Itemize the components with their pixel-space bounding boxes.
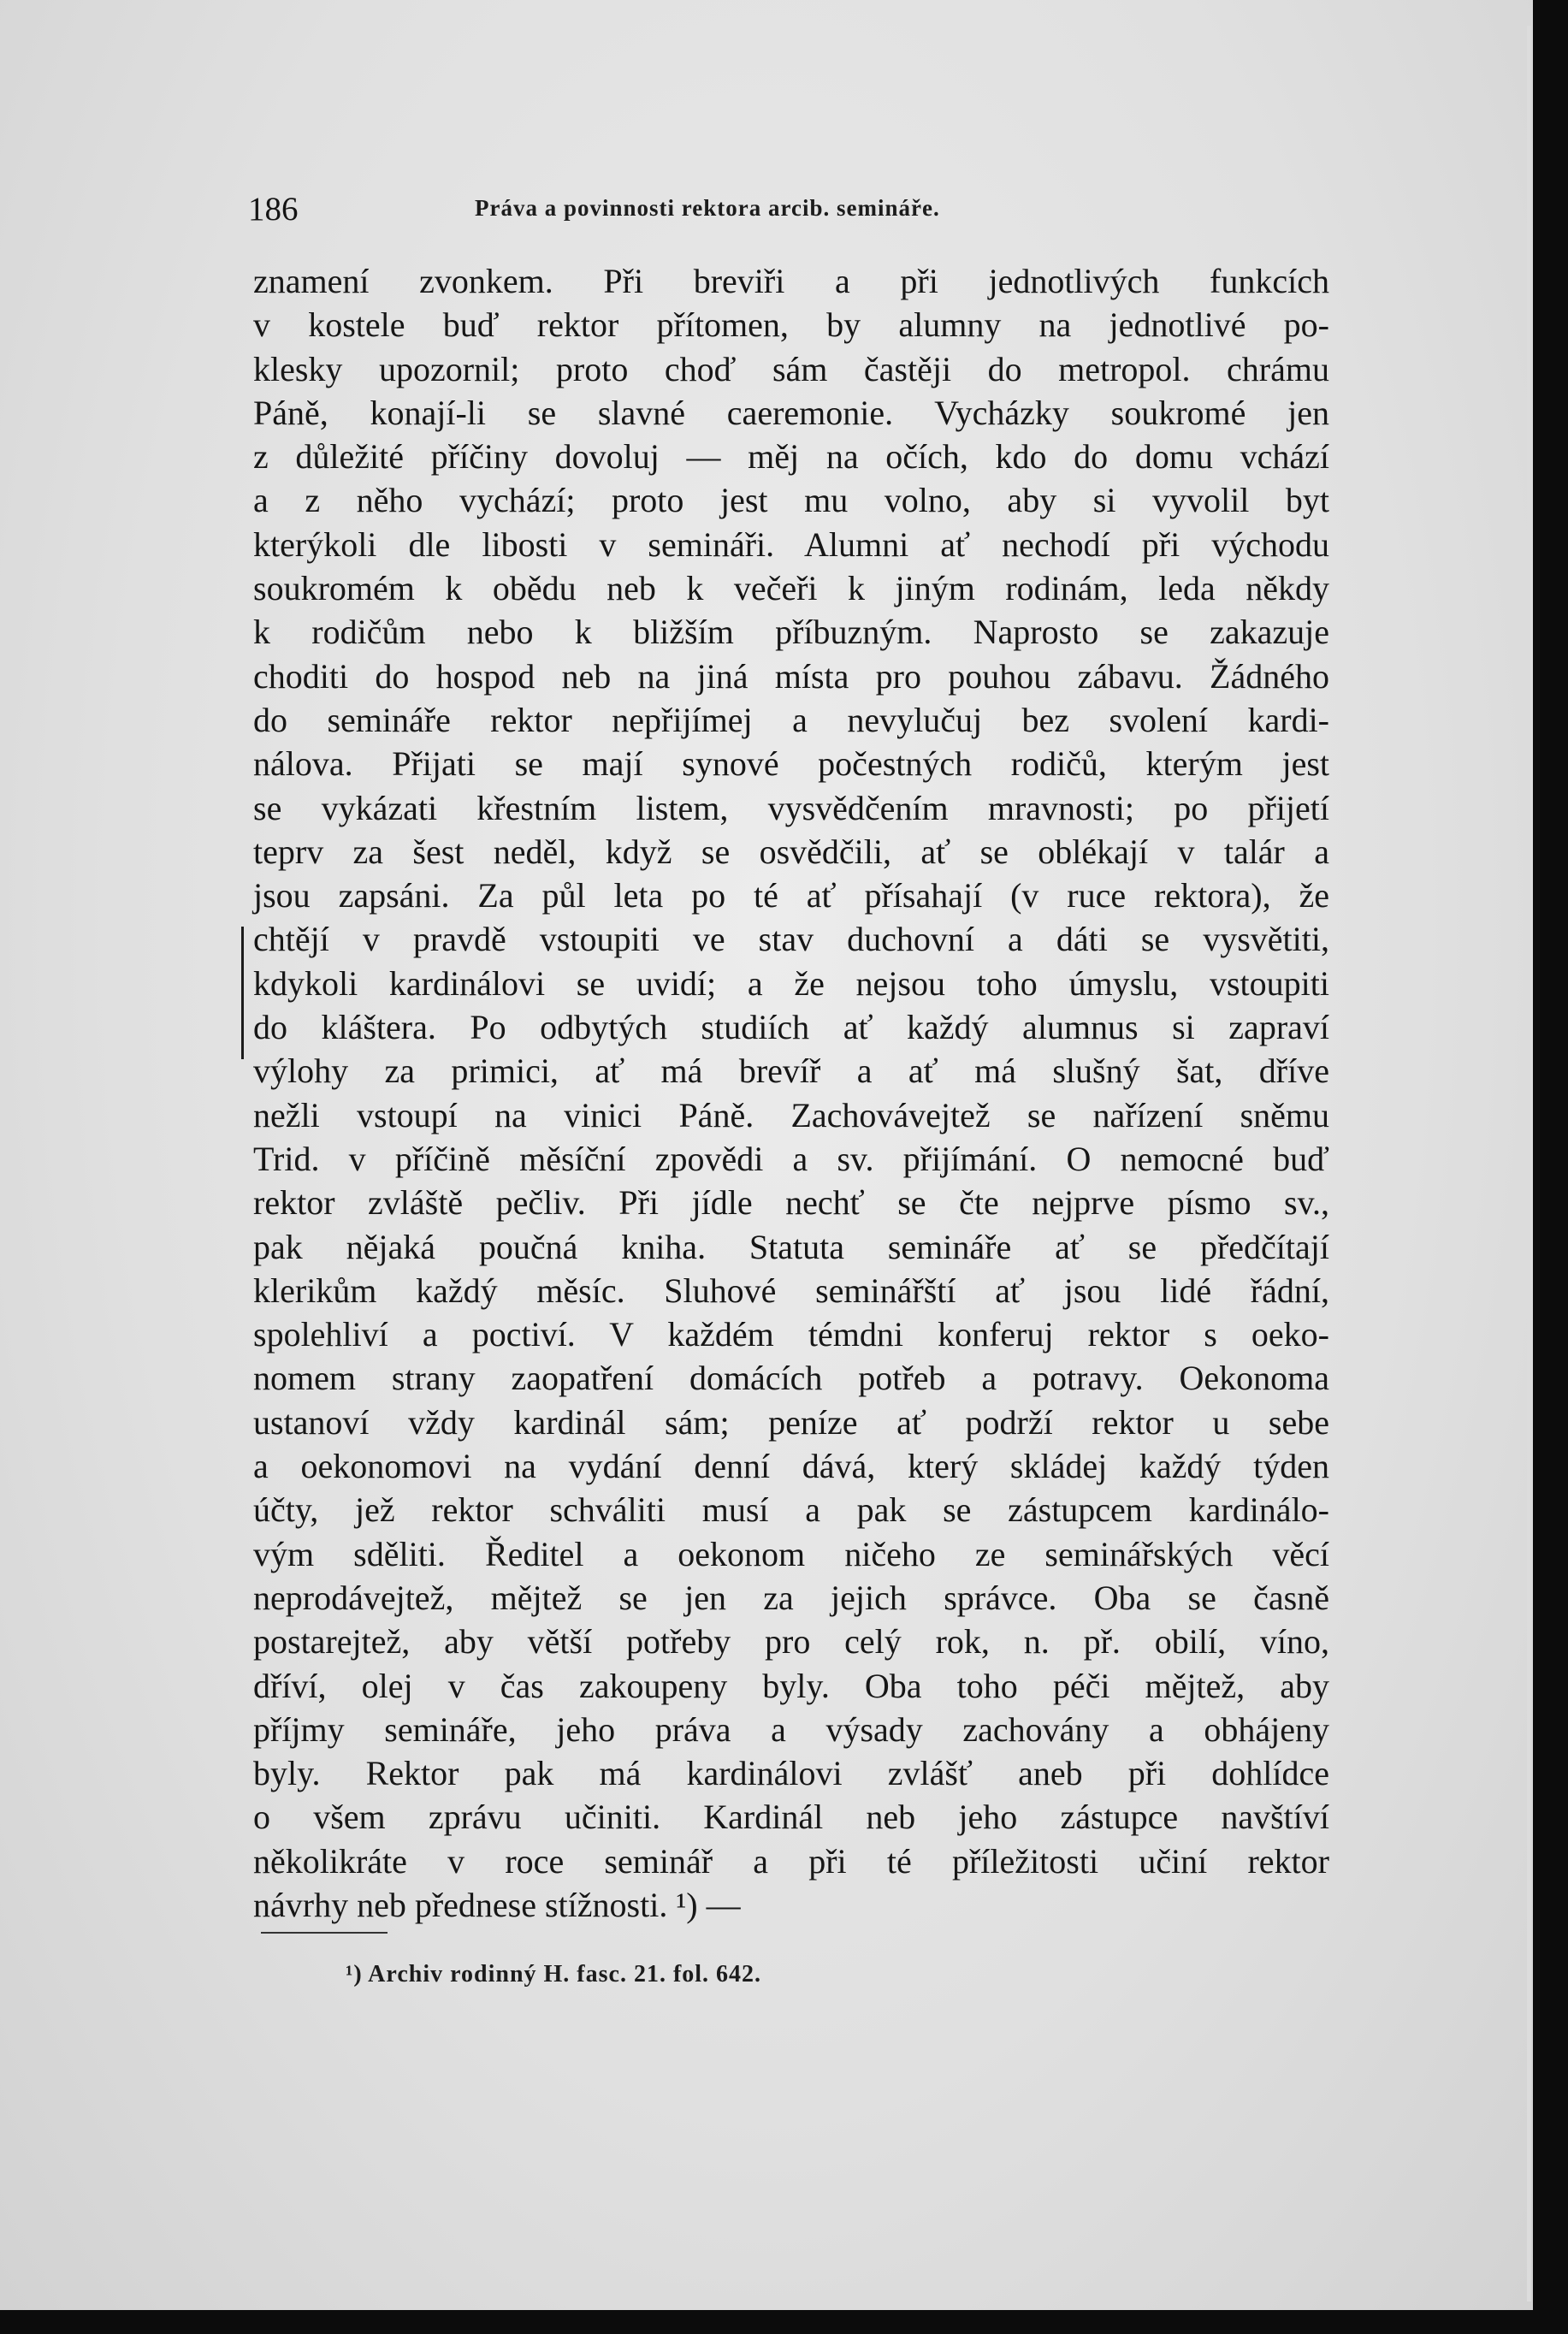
text-line: příjmy semináře, jeho práva a výsady zachovány a obhájeny (253, 1709, 1329, 1749)
running-head (248, 190, 1317, 233)
text-line: k rodičům nebo k bližším příbuzným. Naprosto se zakazuje (253, 613, 1329, 652)
text-line: spolehliví a poctiví. V každém témdni konferuj rektor s oeko- (253, 1315, 1329, 1354)
running-title: Práva a povinnosti rektora arcib. semináře. (475, 195, 940, 221)
text-line: ustanoví vždy kardinál sám; peníze ať podrží rektor u sebe (253, 1402, 1329, 1442)
text-line: do kláštera. Po odbytých studiích ať každý alumnus si zapraví (253, 1008, 1329, 1047)
text-line: klerikům každý měsíc. Sluhové seminářští ať jsou lidé řádní, (253, 1271, 1329, 1310)
text-line: nežli vstoupí na vinici Páně. Zachovávejtež se nařízení sněmu (253, 1095, 1329, 1134)
footnote: ¹) Archiv rodinný H. fasc. 21. fol. 642. (346, 1961, 762, 1987)
text-line: kterýkoli dle libosti v semináři. Alumni ať nechodí při východu (253, 524, 1329, 564)
page-number: 186 (248, 191, 299, 228)
text-line: rektor zvláště pečliv. Při jídle nechť se čte nejprve písmo sv., (253, 1183, 1329, 1223)
text-line: nálova. Přijati se mají synové počestných rodičů, kterým jest (253, 744, 1329, 784)
text-line: Trid. v příčině měsíční zpovědi a sv. přijímání. O nemocné buď (253, 1139, 1329, 1178)
text-line: o všem zprávu učiniti. Kardinál neb jeho zástupce navštíví (253, 1798, 1329, 1837)
text-line: teprv za šest neděl, když se osvědčili, ať se oblékají v talár a (253, 832, 1329, 871)
book-spine-shadow (1533, 0, 1568, 2334)
text-line: byly. Rektor pak má kardinálovi zvlášť aneb při dohlídce (253, 1754, 1329, 1793)
text-line: znamení zvonkem. Při breviři a při jednotlivých funkcích (253, 262, 1329, 300)
text-line: postarejtež, aby větší potřeby pro celý rok, n. př. obilí, víno, (253, 1622, 1329, 1662)
text-line: pak nějaká poučná kniha. Statuta semináře ať se předčítají (253, 1227, 1329, 1266)
text-line: účty, jež rektor schváliti musí a pak se zástupcem kardinálo- (253, 1490, 1329, 1530)
text-line: a oekonomovi na vydání denní dává, který skládej každý týden (253, 1447, 1329, 1486)
text-line: návrhy neb přednese stížnosti. ¹) — (253, 1885, 741, 1924)
text-line: soukromém k obědu neb k večeři k jiným rodinám, leda někdy (253, 569, 1329, 608)
text-line: choditi do hospod neb na jiná místa pro pouhou zábavu. Žádného (253, 656, 1329, 696)
margin-mark (241, 927, 244, 1059)
text-line: neprodávejtež, mějtež se jen za jejich správce. Oba se časně (253, 1578, 1329, 1617)
text-line: kdykoli kardinálovi se uvidí; a že nejsou toho úmyslu, vstoupiti (253, 963, 1329, 1003)
text-line: do semináře rektor nepřijímej a nevylučuj bez svolení kardi- (253, 700, 1329, 739)
text-line: nomem strany zaopatření domácích potřeb a potravy. Oekonoma (253, 1359, 1329, 1398)
text-line: chtějí v pravdě vstoupiti ve stav duchovní a dáti se vysvětiti, (253, 920, 1329, 959)
text-line: dříví, olej v čas zakoupeny byly. Oba toho péči mějtež, aby (253, 1666, 1329, 1705)
page-edge (1527, 26, 1531, 2301)
text-line: a z něho vychází; proto jest mu volno, aby si vyvolil byt (253, 481, 1329, 520)
text-line: klesky upozornil; proto choď sám častěji do metropol. chrámu (253, 349, 1329, 388)
text-line: několikráte v roce seminář a při té příležitosti učiní rektor (253, 1841, 1329, 1881)
text-line: z důležité příčiny dovoluj — měj na očích, kdo do domu vchází (253, 437, 1329, 477)
text-line: vým sděliti. Ředitel a oekonom ničeho ze seminářských věcí (253, 1534, 1329, 1573)
footnote-rule (261, 1932, 388, 1934)
text-line: výlohy za primici, ať má brevíř a ať má slušný šat, dříve (253, 1051, 1329, 1091)
text-line: jsou zapsáni. Za půl leta po té ať přísahají (v ruce rektora), že (253, 876, 1329, 915)
text-line: v kostele buď rektor přítomen, by alumny na jednotlivé po- (253, 305, 1329, 345)
text-line: se vykázati křestním listem, vysvědčením mravnosti; po přijetí (253, 788, 1329, 827)
text-line: Páně, konají-li se slavné caeremonie. Vycházky soukromé jen (253, 393, 1329, 432)
body-text (253, 259, 1329, 1927)
